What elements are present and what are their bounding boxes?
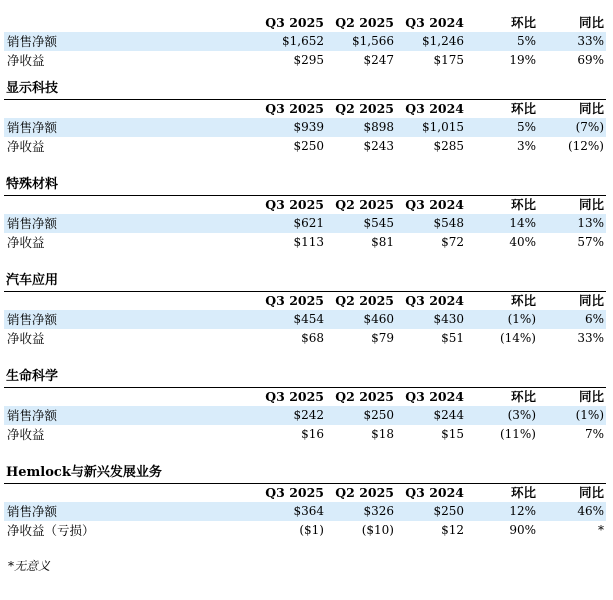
column-header-row: [4, 483, 606, 502]
column-header: Q3 2024: [405, 101, 464, 116]
table-cell: $16: [301, 427, 324, 441]
table-cell: $1,566: [352, 34, 394, 48]
table-cell: (14%): [499, 331, 536, 345]
table-cell: 3%: [516, 139, 536, 153]
footnote: *无意义: [8, 559, 51, 573]
column-header: 同比: [578, 293, 604, 308]
column-header: Q3 2025: [265, 197, 324, 212]
table-row: [4, 51, 606, 70]
table-cell: 5%: [516, 34, 536, 48]
column-header-row: [4, 387, 606, 406]
table-row: [4, 502, 606, 521]
table-cell: $1,015: [422, 120, 464, 134]
table-cell: $364: [293, 504, 324, 518]
row-label: 销售净额: [7, 504, 58, 519]
table-row: [4, 521, 606, 540]
table-row: [4, 233, 606, 252]
table-cell: (7%): [575, 120, 604, 134]
column-header: Q3 2025: [265, 15, 324, 30]
table-row: [4, 118, 606, 137]
table-cell: *: [598, 523, 604, 537]
table-cell: $250: [433, 504, 464, 518]
table-cell: $898: [363, 120, 394, 134]
column-header: 同比: [578, 485, 604, 500]
table-cell: $548: [433, 216, 464, 230]
table-cell: $250: [363, 408, 394, 422]
row-label: 净收益（亏损）: [7, 523, 95, 538]
column-header: Q2 2025: [335, 15, 394, 30]
column-header: Q2 2025: [335, 293, 394, 308]
table-cell: 12%: [509, 504, 536, 518]
row-label: 净收益: [7, 331, 45, 346]
column-header: Q3 2024: [405, 197, 464, 212]
column-header-row: [4, 195, 606, 214]
column-header: 同比: [578, 389, 604, 404]
column-header: 环比: [510, 293, 536, 308]
table-cell: $250: [293, 139, 324, 153]
table-cell: ($10): [361, 523, 394, 537]
table-row: [4, 329, 606, 348]
table-cell: (3%): [507, 408, 536, 422]
row-label: 净收益: [7, 53, 45, 68]
table-cell: 46%: [577, 504, 604, 518]
column-header: 环比: [510, 485, 536, 500]
table-cell: 33%: [577, 34, 604, 48]
section-title: Hemlock与新兴发展业务: [6, 465, 162, 480]
table-cell: 13%: [577, 216, 604, 230]
column-header: Q2 2025: [335, 389, 394, 404]
table-cell: $72: [441, 235, 464, 249]
table-cell: $244: [433, 408, 464, 422]
table-cell: $285: [433, 139, 464, 153]
table-cell: $430: [433, 312, 464, 326]
section-title: 特殊材料: [6, 177, 59, 192]
table-cell: 5%: [516, 120, 536, 134]
table-cell: ($1): [299, 523, 324, 537]
table-cell: $326: [363, 504, 394, 518]
section-title: 汽车应用: [6, 273, 59, 288]
column-header: Q3 2025: [265, 101, 324, 116]
table-cell: (1%): [575, 408, 604, 422]
column-header: Q2 2025: [335, 101, 394, 116]
table-cell: $243: [363, 139, 394, 153]
row-label: 净收益: [7, 427, 45, 442]
table-cell: $68: [301, 331, 324, 345]
table-cell: $247: [363, 53, 394, 67]
column-header-row: [4, 291, 606, 310]
table-row: [4, 137, 606, 156]
table-cell: $15: [441, 427, 464, 441]
table-cell: $1,246: [422, 34, 464, 48]
section-title: 生命科学: [6, 369, 59, 384]
table-cell: (11%): [499, 427, 536, 441]
table-cell: 69%: [577, 53, 604, 67]
table-cell: $295: [293, 53, 324, 67]
column-header: 环比: [510, 389, 536, 404]
table-cell: (12%): [567, 139, 604, 153]
column-header-row: [4, 13, 606, 32]
column-header: 环比: [510, 15, 536, 30]
row-label: 净收益: [7, 139, 45, 154]
column-header: Q3 2024: [405, 293, 464, 308]
table-cell: $79: [371, 331, 394, 345]
table-cell: 57%: [577, 235, 604, 249]
column-header: Q3 2025: [265, 293, 324, 308]
table-cell: $18: [371, 427, 394, 441]
table-cell: $460: [363, 312, 394, 326]
table-cell: $51: [441, 331, 464, 345]
column-header: Q2 2025: [335, 197, 394, 212]
column-header: 同比: [578, 101, 604, 116]
section-title: 显示科技: [6, 81, 59, 96]
table-row: [4, 425, 606, 444]
column-header-row: [4, 99, 606, 118]
table-cell: $545: [363, 216, 394, 230]
column-header: Q3 2024: [405, 389, 464, 404]
table-cell: $113: [293, 235, 324, 249]
row-label: 净收益: [7, 235, 45, 250]
column-header: Q3 2025: [265, 485, 324, 500]
column-header: Q2 2025: [335, 485, 394, 500]
table-row: [4, 32, 606, 51]
table-cell: $81: [371, 235, 394, 249]
table-cell: 19%: [509, 53, 536, 67]
table-cell: $242: [293, 408, 324, 422]
table-row: [4, 310, 606, 329]
table-cell: $454: [293, 312, 324, 326]
column-header: 环比: [510, 197, 536, 212]
row-label: 销售净额: [7, 312, 58, 327]
table-cell: $175: [433, 53, 464, 67]
table-cell: $621: [293, 216, 324, 230]
table-row: [4, 406, 606, 425]
row-label: 销售净额: [7, 34, 58, 49]
column-header: Q3 2025: [265, 389, 324, 404]
table-cell: $12: [441, 523, 464, 537]
table-cell: 14%: [509, 216, 536, 230]
column-header: Q3 2024: [405, 485, 464, 500]
row-label: 销售净额: [7, 408, 58, 423]
table-cell: 40%: [509, 235, 536, 249]
column-header: 环比: [510, 101, 536, 116]
table-cell: 90%: [509, 523, 536, 537]
table-row: [4, 214, 606, 233]
column-header: 同比: [578, 197, 604, 212]
column-header: Q3 2024: [405, 15, 464, 30]
table-cell: $939: [293, 120, 324, 134]
table-cell: 7%: [584, 427, 604, 441]
column-header: 同比: [578, 15, 604, 30]
row-label: 销售净额: [7, 216, 58, 231]
table-cell: $1,652: [282, 34, 324, 48]
table-cell: 6%: [584, 312, 604, 326]
table-cell: 33%: [577, 331, 604, 345]
row-label: 销售净额: [7, 120, 58, 135]
table-cell: (1%): [507, 312, 536, 326]
